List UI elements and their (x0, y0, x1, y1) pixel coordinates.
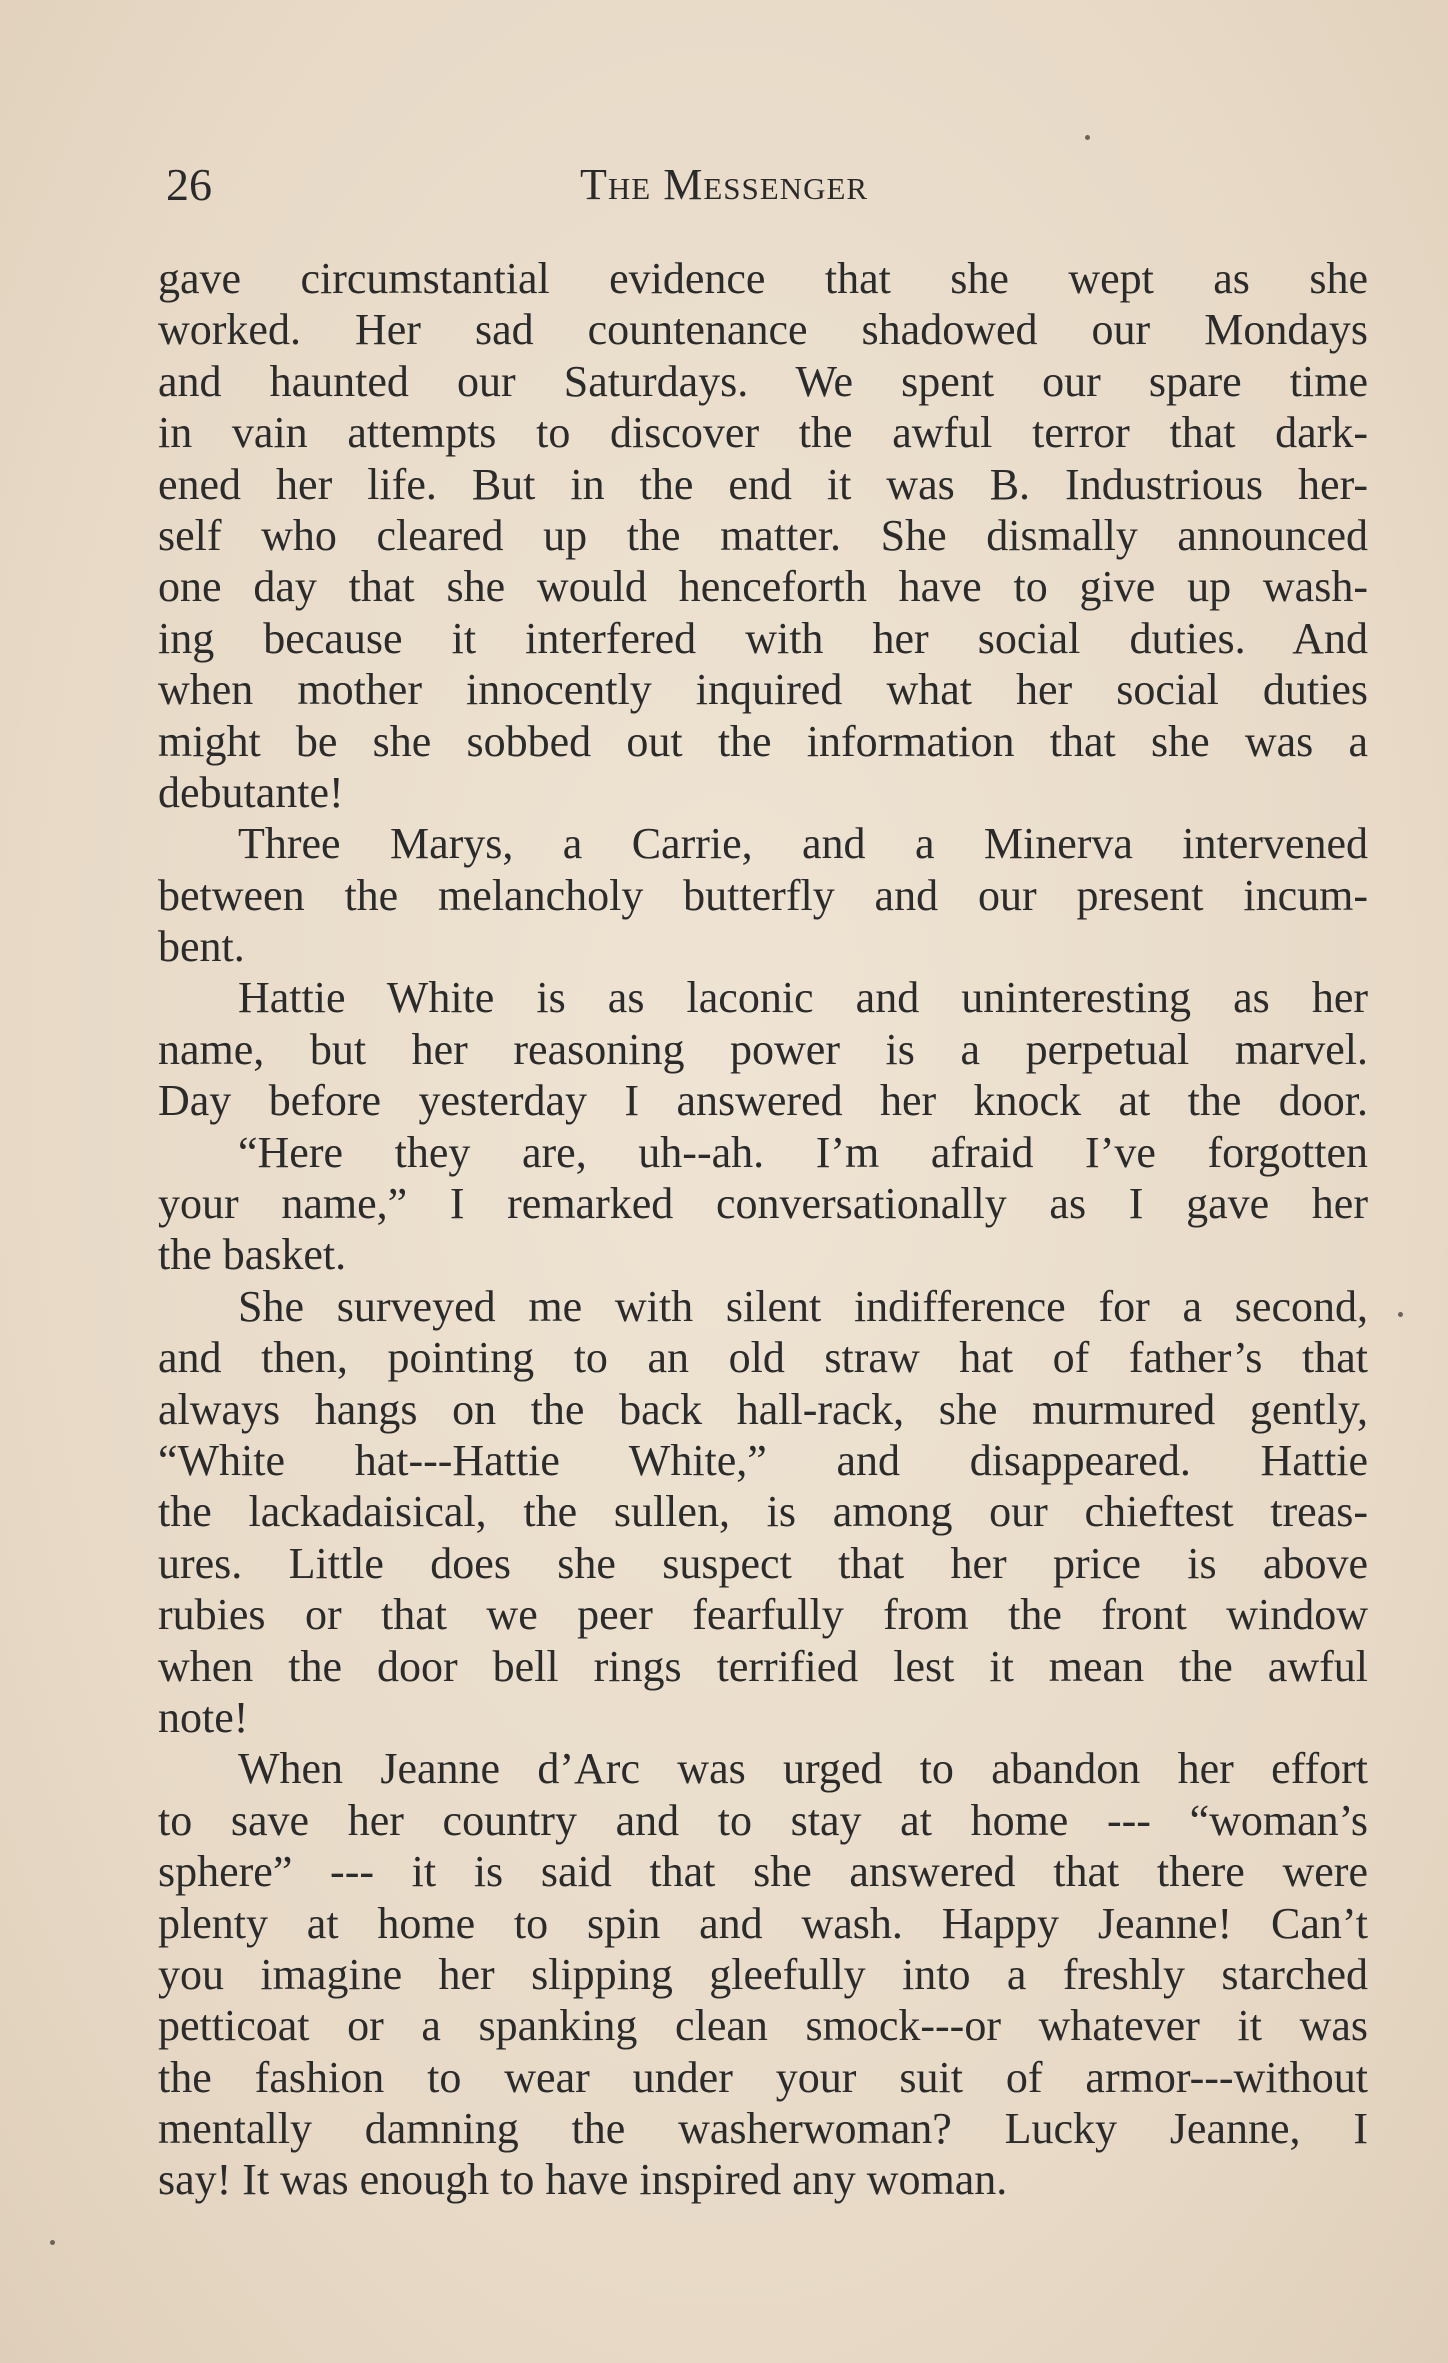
text-line: ing because it interfered with her social duties. And (158, 613, 1368, 663)
text-line: petticoat or a spanking clean smock---or whatever it was (158, 2001, 1368, 2051)
text-line: She surveyed me with silent indifference for a second, (238, 1281, 1368, 1331)
text-line: your name,” I remarked conversationally as I gave her (158, 1179, 1368, 1229)
text-line: When Jeanne d’Arc was urged to abandon her effort (238, 1744, 1368, 1794)
text-line: the lackadaisical, the sullen, is among our chieftest treas- (158, 1487, 1368, 1537)
text-line: ures. Little does she suspect that her price is above (158, 1538, 1368, 1588)
text-line: and haunted our Saturdays. We spent our spare time (158, 356, 1368, 406)
text-line: Day before yesterday I answered her knock at the door. (158, 1076, 1368, 1126)
page-header (160, 150, 1360, 220)
text-line: and then, pointing to an old straw hat of father’s that (158, 1333, 1368, 1383)
text-line: the fashion to wear under your suit of armor---without (158, 2052, 1368, 2102)
text-line: rubies or that we peer fearfully from the front window (158, 1590, 1368, 1640)
text-line: self who cleared up the matter. She dismally announced (158, 510, 1368, 560)
text-line: “Here they are, uh--ah. I’m afraid I’ve forgotten (238, 1127, 1368, 1177)
text-line: in vain attempts to discover the awful terror that dark- (158, 408, 1368, 458)
text-line: might be she sobbed out the information that she was a (158, 716, 1368, 766)
text-line: debutante! (158, 767, 344, 817)
text-line: the basket. (158, 1230, 347, 1280)
text-line: Hattie White is as laconic and uninteresting as her (238, 973, 1368, 1023)
text-line: when the door bell rings terrified lest it mean the awful (158, 1641, 1368, 1691)
text-line: mentally damning the washerwoman? Lucky Jeanne, I (158, 2104, 1368, 2154)
text-line: note! (158, 1692, 249, 1742)
text-line: to save her country and to stay at home --- “woman’s (158, 1795, 1368, 1845)
text-line: bent. (158, 922, 245, 972)
text-line: Three Marys, a Carrie, and a Minerva intervened (238, 819, 1368, 869)
text-line: plenty at home to spin and wash. Happy Jeanne! Can’t (158, 1898, 1368, 1948)
body-text (158, 253, 1368, 2206)
text-line: “White hat---Hattie White,” and disappeared. Hattie (158, 1435, 1368, 1485)
paper-speck (50, 2240, 55, 2245)
page-number: 26 (166, 159, 212, 210)
text-line: worked. Her sad countenance shadowed our Mondays (158, 305, 1368, 355)
text-line: always hangs on the back hall-rack, she murmured gently, (158, 1384, 1368, 1434)
text-line: ened her life. But in the end it was B. Industrious her- (158, 459, 1368, 509)
text-line: one day that she would henceforth have to give up wash- (158, 562, 1368, 612)
text-line: name, but her reasoning power is a perpetual marvel. (158, 1024, 1368, 1074)
text-line: sphere” --- it is said that she answered that there were (158, 1847, 1368, 1897)
running-head: The Messenger (580, 160, 869, 209)
text-line: you imagine her slipping gleefully into a freshly starched (158, 1949, 1368, 1999)
text-line: when mother innocently inquired what her social duties (158, 665, 1368, 715)
text-line: between the melancholy butterfly and our present incum- (158, 870, 1368, 920)
paper-speck (1085, 135, 1090, 140)
text-line: say! It was enough to have inspired any woman. (158, 2155, 1008, 2205)
paper-speck (1398, 1312, 1403, 1317)
text-line: gave circumstantial evidence that she wept as she (158, 254, 1368, 303)
